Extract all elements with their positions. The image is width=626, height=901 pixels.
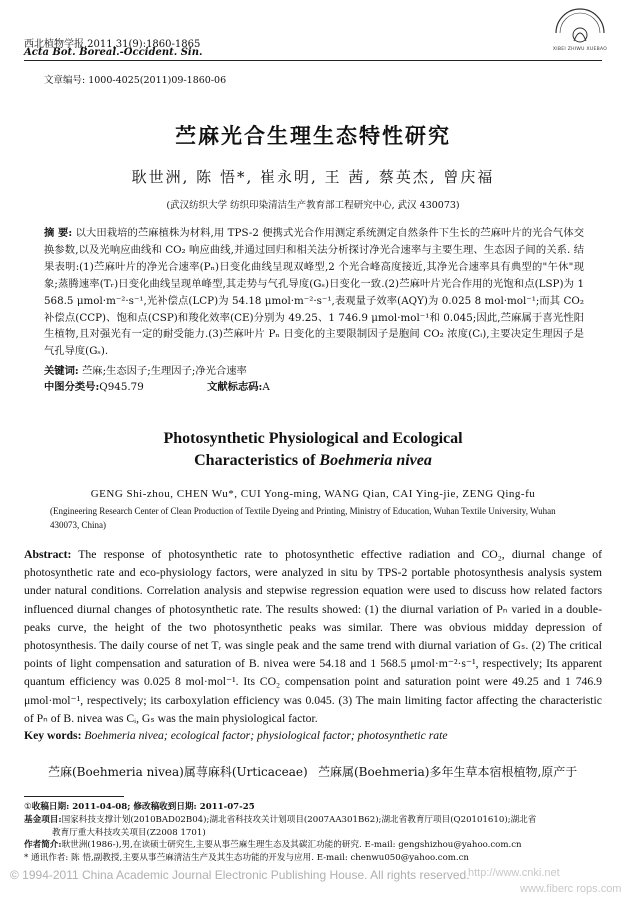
footnote-rule <box>24 796 124 797</box>
doc-code-value: A <box>262 381 270 393</box>
footnotes <box>24 801 604 865</box>
footnote-received: ①收稿日期: 2011-04-08; 修改稿收到日期: 2011-07-25 <box>24 802 255 812</box>
chinese-abstract <box>44 225 584 360</box>
body-col2-text: 苎麻属(Boehmeria)多年生草本宿根植物,原产于 <box>318 765 578 779</box>
chinese-abstract-text: 以大田栽培的苎麻植株为材料,用 TPS-2 便携式光合作用测定系统测定自然条件下生长的苎麻叶片的光合气体交换参数,以及光响应曲线和 CO₂ 响应曲线,并通过回归和相关法分析探讨净光合速率与主要生理、生态因子间的关系. 结果表明:(1)苎麻叶片的净光合速率(Pₙ)日变化曲线呈现双峰型,2 个光合峰高度接近,其净光合速率具有典型的"午休"现象;蒸腾速率(Tᵣ)日变化曲线呈现单峰型,其走势与气孔导度(Gₛ)日变化一致.(2)苎麻叶片光合作用的光饱和点(LSP)为 1 568.5 μmol·m⁻²·s⁻¹,光补偿点(LCP)为 54.18 μmol·m⁻²·s⁻¹,表观量子效率(AQY)为 0.025 8 mol·mol⁻¹;而其 CO₂ 补偿点(CCP)、饱和点(CSP)和羧化效率(CE)分别为 49.25、1 746.9 μmol·mol⁻¹和 0.045;因此,苎麻属于喜光性阳生植物,且对强光有一定的耐受能力.(3)苎麻叶片 Pₙ 日变化的主要限制因子是胞间 CO₂ 浓度(Cᵢ),主要决定生理因子是气孔导度(Gₛ). <box>44 227 584 358</box>
chinese-abstract-label: 摘 要: <box>44 227 73 239</box>
journal-cn-citation: 西北植物学报,2011,31(9):1860-1865 <box>24 39 201 50</box>
watermark-fibercrops: www.fiberc rops.com <box>520 883 622 895</box>
article-number: 文章编号: 1000-4025(2011)09-1860-06 <box>44 75 227 86</box>
chinese-title: 苎麻光合生理生态特性研究 <box>175 123 451 148</box>
classification-line <box>44 378 330 393</box>
journal-en-name: Acta Bot. Boreal.-Occident. Sin. <box>24 47 203 58</box>
chinese-keywords-text: 苎麻;生态因子;生理因子;净光合速率 <box>81 365 247 377</box>
english-title-species: Boehmeria nivea <box>319 452 432 469</box>
english-title-prefix: Characteristics of <box>194 452 320 469</box>
doc-code-label: 文献标志码: <box>207 381 263 393</box>
header-rule <box>24 60 602 61</box>
clc-label: 中图分类号: <box>44 381 100 393</box>
copyright-footer: © 1994-2011 China Academic Journal Electronic Publishing House. All rights reserved. <box>10 868 470 882</box>
english-title-line1: Photosynthetic Physiological and Ecological <box>163 430 463 447</box>
english-keywords-text: Boehmeria nivea; ecological factor; physiological factor; photosynthetic rate <box>84 729 448 742</box>
english-affiliation: (Engineering Research Center of Clean Production of Textile Dyeing and Printing, Ministry of Education, Wuhan Textile University, Wuhan 430073, China) <box>50 506 556 530</box>
footnote-fund-cont: 教育厅重大科技攻关项目(Z2008 1701) <box>52 827 206 838</box>
chinese-keywords-label: 关键词: <box>44 365 79 377</box>
footnote-fund: 基金项目:国家科技支撑计划(2010BAD02B04);湖北省科技攻关计划项目(2007AA301B62);湖北省教育厅项目(Q20101610);湖北省 <box>24 814 537 825</box>
watermark-cnki: http://www.cnki.net <box>468 867 560 879</box>
clc-value: Q945.79 <box>99 381 144 393</box>
english-authors: GENG Shi-zhou, CHEN Wu*, CUI Yong-ming, WANG Qian, CAI Ying-jie, ZENG Qing-fu <box>90 488 536 500</box>
english-abstract-text: The response of photosynthetic rate to photosynthetic effective radiation and CO₂, diurnal change of photosynthetic rate and eco-physiology factors, were analyzed in situ by TPS-2 portable photosynthesis analysis system under natural conditions. Correlation analysis and stepwise regression equation were used to discuss how related factors influenced diurnal changes of photosynthetic rate. The results showed: (1) the diurnal variation of Pₙ varied in a double-peaks curve, the height of the two photosynthetic peaks was similar. There was obvious midday depression of photosynthesis. The daily course of net Tᵣ was single peak and the same trend with diurnal variation of Gₛ. (2) The critical points of light compensation and saturation of B. nivea were 54.18 and 1 568.5 μmol·m⁻²·s⁻¹, respectively; Its apparent quantum efficiency was 0.025 8 mol·mol⁻¹. Its CO₂ compensation point and saturation point were 49.25 and 1 746.9 μmol·mol⁻¹, respectively; its carboxylation efficiency was 0.045. (3) The main limiting factor affecting the characteristic of Pₙ of B. nivea was Cᵢ, Gₛ was the main physiological factor. <box>24 548 602 725</box>
english-abstract-label: Abstract: <box>24 548 72 561</box>
english-keywords <box>24 729 448 742</box>
footnote-author: 作者简介:耿世洲(1986-),男,在读硕士研究生,主要从事苎麻生理生态及其碳汇功能的研究. E-mail: gengshizhou@yahoo.com.cn <box>24 840 522 851</box>
chinese-keywords <box>44 362 247 377</box>
body-col1-text: 苎麻(Boehmeria nivea)属荨麻科(Urticaceae) <box>48 765 308 779</box>
english-keywords-label: Key words: <box>24 729 82 742</box>
english-title <box>0 428 626 472</box>
svg-text:XIBEI ZHIWU XUEBAO: XIBEI ZHIWU XUEBAO <box>552 47 608 52</box>
journal-seal-logo <box>550 5 610 55</box>
footnote-corresponding: * 通讯作者: 陈 悟,副教授,主要从事苎麻清洁生产及其生态功能的开发与应用. E-mail: chenwu050@yahoo.com.cn <box>24 853 469 864</box>
english-abstract <box>24 546 602 728</box>
chinese-affiliation: (武汉纺织大学 纺织印染清洁生产教育部工程研究中心, 武汉 430073) <box>166 200 460 211</box>
chinese-authors: 耿世洲, 陈 悟*, 崔永明, 王 茜, 蔡英杰, 曾庆福 <box>131 168 495 186</box>
